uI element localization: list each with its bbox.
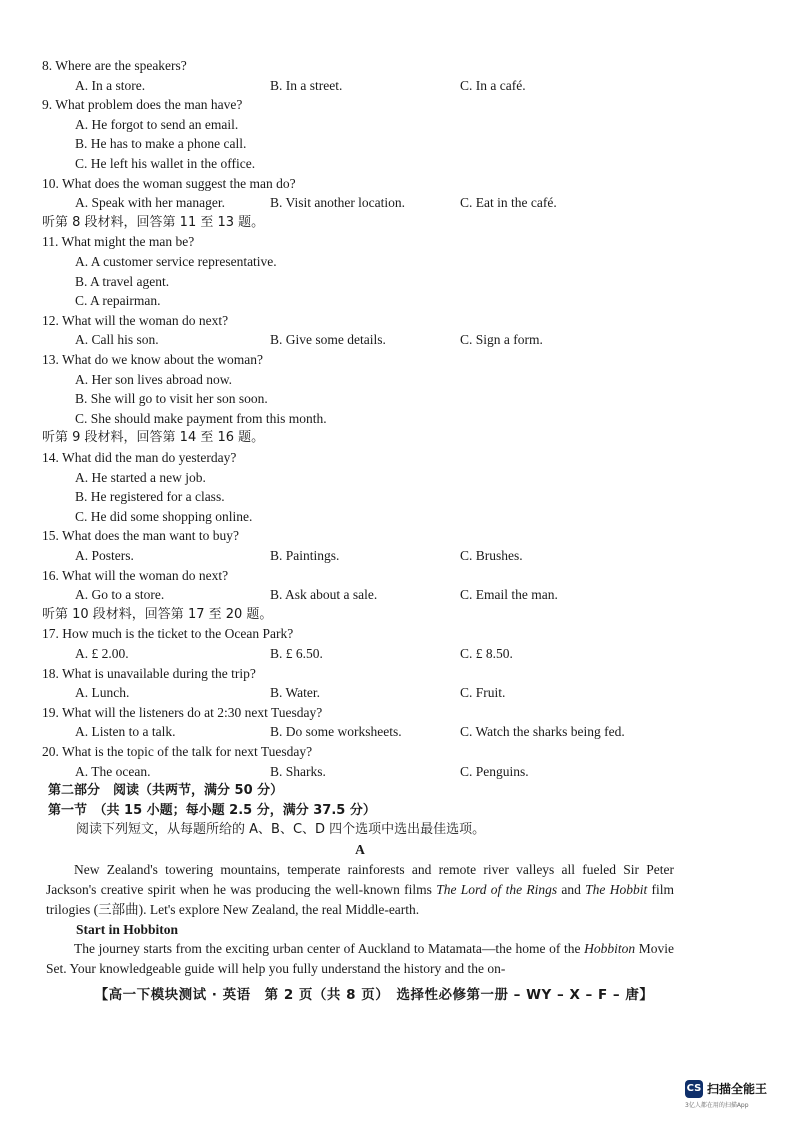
answer-option: A. Lunch. bbox=[75, 685, 130, 701]
question-stem: 14. What did the man do yesterday? bbox=[42, 450, 237, 465]
answer-option: C. Fruit. bbox=[460, 685, 506, 701]
answer-option: C. She should make payment from this month. bbox=[75, 410, 327, 426]
answer-option: A. Posters. bbox=[75, 548, 134, 563]
options-row bbox=[0, 76, 760, 96]
part-title: 第二部分 阅读（共两节，满分 50 分） bbox=[48, 783, 284, 799]
answer-option: B. She will go to visit her son soon. bbox=[75, 391, 268, 407]
passage-paragraph bbox=[46, 939, 674, 979]
answer-option: A. A customer service representative. bbox=[75, 254, 277, 269]
answer-option: A. £ 2.00. bbox=[75, 646, 129, 661]
section-heading: 听第 10 段材料，回答第 17 至 20 题。 bbox=[42, 606, 273, 622]
section-title: 第一节 （共 15 小题；每小题 2.5 分，满分 37.5 分） bbox=[48, 802, 376, 818]
question-stem: 17. How much is the ticket to the Ocean Park? bbox=[42, 626, 294, 642]
answer-option: B. Paintings. bbox=[270, 548, 340, 563]
answer-option: A. The ocean. bbox=[75, 763, 151, 779]
scanner-watermark bbox=[685, 1080, 794, 1114]
question-stem: 19. What will the listeners do at 2:30 next Tuesday? bbox=[42, 704, 323, 720]
question-stem: 8. Where are the speakers? bbox=[42, 58, 187, 73]
options-row bbox=[0, 762, 760, 782]
section-heading: 听第 9 段材料，回答第 14 至 16 题。 bbox=[42, 430, 265, 446]
question-stem: 20. What is the topic of the talk for next Tuesday? bbox=[42, 744, 313, 759]
answer-option: C. Eat in the café. bbox=[460, 195, 557, 211]
answer-option: A. He forgot to send an email. bbox=[75, 116, 239, 132]
passage-paragraph bbox=[46, 860, 674, 920]
question-stem: 16. What will the woman do next? bbox=[42, 567, 229, 583]
answer-option: B. He has to make a phone call. bbox=[75, 136, 247, 152]
answer-option: C. Sign a form. bbox=[460, 332, 543, 348]
question-stem: 10. What does the woman suggest the man do? bbox=[42, 175, 296, 191]
answer-option: C. He did some shopping online. bbox=[75, 508, 253, 524]
reading-instruction: 阅读下列短文，从每题所给的 A、B、C、D 四个选项中选出最佳选项。 bbox=[76, 822, 486, 838]
question-stem: 15. What does the man want to buy? bbox=[42, 528, 239, 544]
answer-option: C. He left his wallet in the office. bbox=[75, 156, 256, 171]
answer-option: C. Penguins. bbox=[460, 763, 529, 779]
film-title: The Hobbit bbox=[585, 881, 648, 897]
answer-option: C. Email the man. bbox=[460, 587, 558, 603]
answer-option: B. Do some worksheets. bbox=[270, 724, 402, 740]
camscanner-logo-icon: CS bbox=[685, 1080, 703, 1098]
answer-option: B. He registered for a class. bbox=[75, 489, 225, 505]
options-row bbox=[0, 722, 760, 742]
answer-option: B. Water. bbox=[270, 685, 321, 701]
answer-option: B. In a street. bbox=[270, 77, 343, 93]
answer-option: C. In a café. bbox=[460, 77, 526, 93]
question-stem: 18. What is unavailable during the trip? bbox=[42, 665, 256, 681]
answer-option: B. Ask about a sale. bbox=[270, 587, 378, 603]
options-row bbox=[0, 546, 760, 566]
answer-option: A. Go to a store. bbox=[75, 587, 165, 603]
answer-option: B. A travel agent. bbox=[75, 273, 170, 289]
question-stem: 13. What do we know about the woman? bbox=[42, 352, 263, 367]
options-row bbox=[0, 683, 760, 703]
options-row bbox=[0, 585, 760, 605]
answer-option: C. Watch the sharks being fed. bbox=[460, 724, 625, 740]
question-stem: 11. What might the man be? bbox=[42, 234, 195, 250]
question-stem: 12. What will the woman do next? bbox=[42, 312, 229, 328]
answer-option: A. Her son lives abroad now. bbox=[75, 371, 232, 387]
answer-option: C. A repairman. bbox=[75, 293, 161, 309]
options-row bbox=[0, 644, 760, 664]
answer-option: C. Brushes. bbox=[460, 548, 523, 563]
paragraph-text: The journey starts from the exciting urban center of Auckland to Matamata—the home of the Hobbiton Movie Set. Your knowledgeable guide will help you fully understand the history and the on- bbox=[46, 941, 674, 977]
watermark-name: 扫描全能王 bbox=[707, 1082, 768, 1096]
answer-option: A. Listen to a talk. bbox=[75, 724, 176, 740]
answer-option: B. Sharks. bbox=[270, 763, 326, 779]
place-name: Hobbiton bbox=[584, 941, 636, 957]
answer-option: A. He started a new job. bbox=[75, 469, 206, 485]
paragraph-text: New Zealand's towering mountains, temperate rainforests and remote river valleys all fueled Sir Peter Jackson's creative spirit when he was producing the well-known films The Lord of the Rings and The Hobbit film trilogies (三部曲). Let's explore New Zealand, the real Middle-earth. bbox=[46, 861, 675, 917]
question-stem: 9. What problem does the man have? bbox=[42, 97, 243, 113]
options-row bbox=[0, 193, 760, 213]
section-heading: 听第 8 段材料，回答第 11 至 13 题。 bbox=[42, 214, 265, 230]
passage-subheading: Start in Hobbiton bbox=[76, 921, 179, 937]
watermark-tagline: 3亿人都在用的扫描App bbox=[685, 1102, 749, 1109]
answer-option: B. £ 6.50. bbox=[270, 646, 323, 661]
options-row bbox=[0, 330, 760, 350]
answer-option: A. Speak with her manager. bbox=[75, 195, 225, 211]
answer-option: B. Give some details. bbox=[270, 332, 386, 348]
answer-option: A. Call his son. bbox=[75, 332, 159, 348]
answer-option: C. £ 8.50. bbox=[460, 646, 513, 661]
page-footer: 【高一下模块测试 · 英语 第 2 页（共 8 页） 选择性必修第一册 – WY – X – F – 唐】 bbox=[94, 987, 654, 1003]
film-title: The Lord of the Rings bbox=[436, 881, 558, 897]
answer-option: A. In a store. bbox=[75, 77, 146, 93]
passage-letter: A bbox=[355, 842, 365, 857]
answer-option: B. Visit another location. bbox=[270, 195, 406, 211]
